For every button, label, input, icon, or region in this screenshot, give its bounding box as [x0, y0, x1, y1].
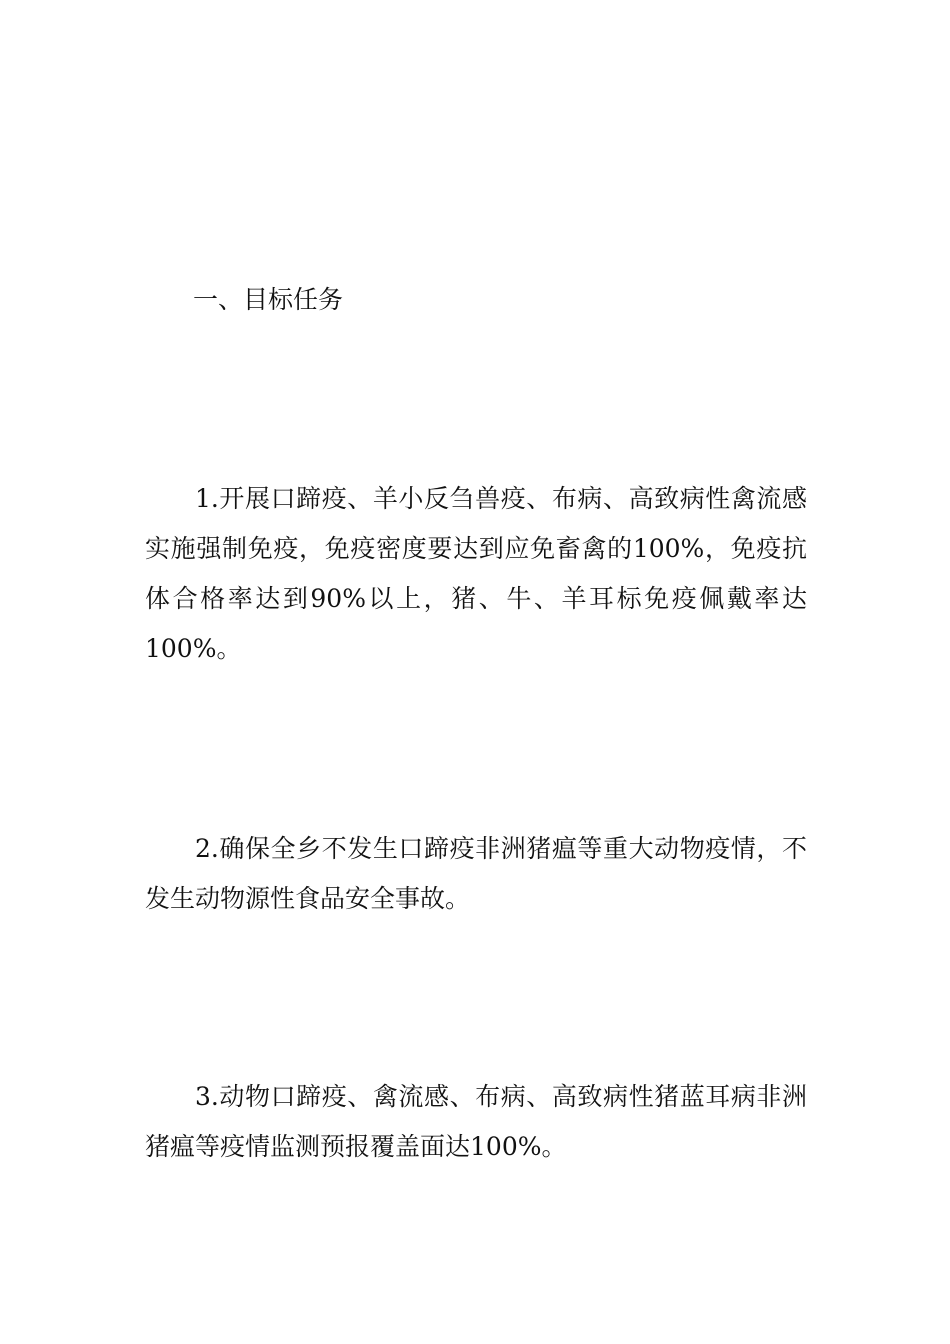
section-heading: 一、目标任务: [193, 285, 344, 314]
paragraph-2: 2.确保全乡不发生口蹄疫非洲猪瘟等重大动物疫情，不发生动物源性食品安全事故。: [145, 834, 807, 913]
paragraph-3: 3.动物口蹄疫、禽流感、布病、高致病性猪蓝耳病非洲猪瘟等疫情监测预报覆盖面达100%。: [145, 1082, 807, 1161]
paragraph-1: 1.开展口蹄疫、羊小反刍兽疫、布病、高致病性禽流感实施强制免疫，免疫密度要达到应免畜禽的100%，免疫抗体合格率达到90%以上，猪、牛、羊耳标免疫佩戴率达100%。: [145, 484, 807, 663]
